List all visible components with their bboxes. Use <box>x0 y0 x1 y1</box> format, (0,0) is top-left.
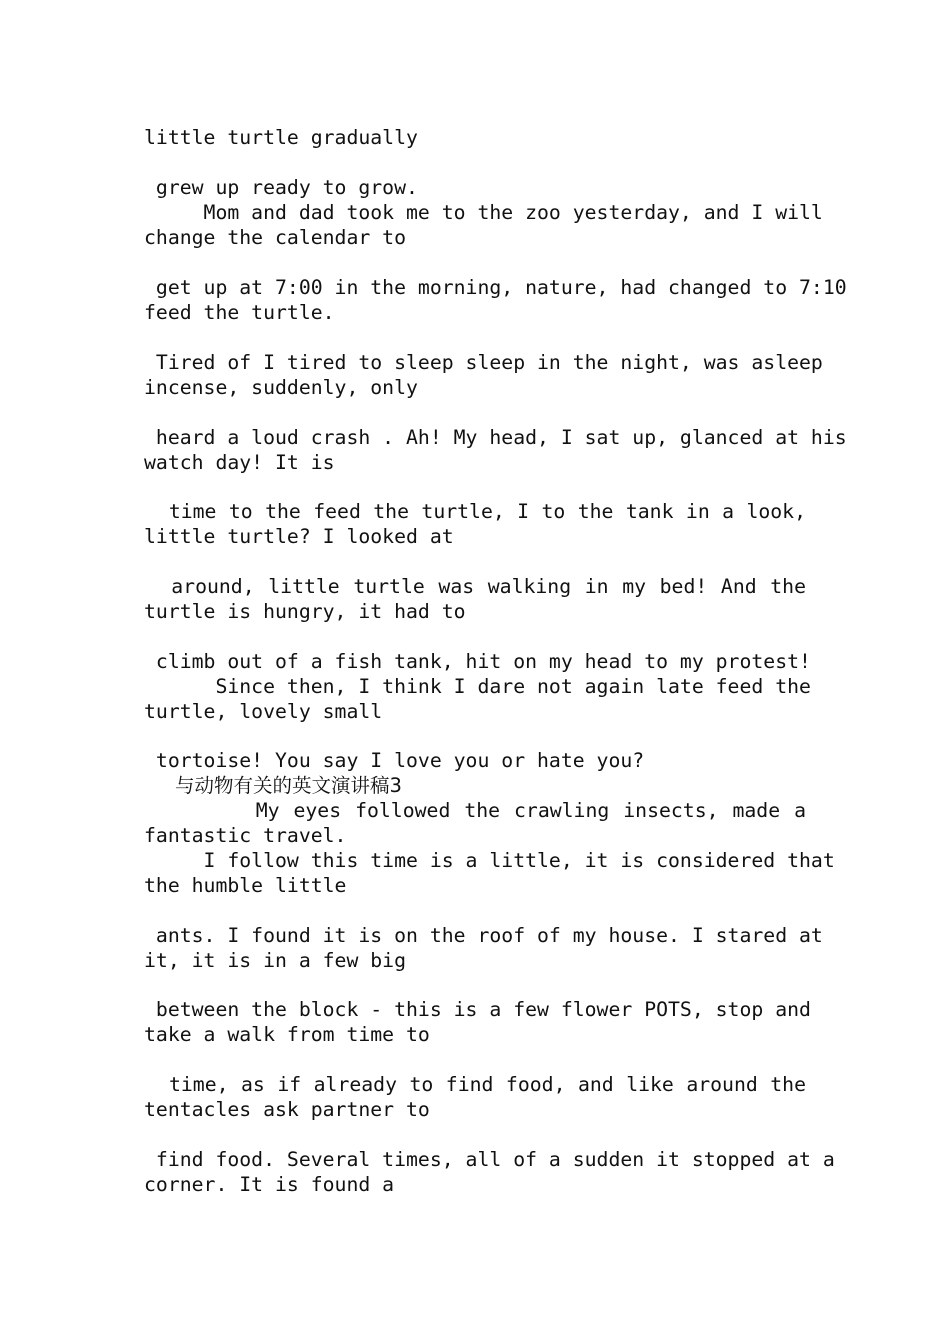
text-line: find food. Several times, all of a sudden it stopped at a <box>144 1148 835 1171</box>
section-heading: 与动物有关的英文演讲稿3 <box>144 774 402 797</box>
text-line: climb out of a fish tank, hit on my head to my protest! <box>144 650 811 673</box>
text-line: Tired of I tired to sleep sleep in the night, was asleep <box>144 351 823 374</box>
text-line: it, it is in a few big <box>144 949 407 972</box>
text-line: grew up ready to grow. <box>144 176 418 199</box>
text-line: take a walk from time to <box>144 1023 430 1046</box>
text-line: tentacles ask partner to <box>144 1098 430 1121</box>
text-line: fantastic travel. <box>144 824 347 847</box>
text-line: watch day! It is <box>144 451 335 474</box>
text-line: corner. It is found a <box>144 1173 395 1196</box>
text-line: Mom and dad took me to the zoo yesterday, and I will <box>144 201 823 224</box>
text-line: little turtle gradually <box>144 126 418 149</box>
text-line: the humble little <box>144 874 347 897</box>
text-line: little turtle? I looked at <box>144 525 454 548</box>
text-line: My eyes followed the crawling insects, made a <box>144 799 806 822</box>
text-line: Since then, I think I dare not again late feed the <box>144 675 811 698</box>
text-line: time to the feed the turtle, I to the tank in a look, <box>144 500 806 523</box>
text-line: change the calendar to <box>144 226 407 249</box>
text-line: incense, suddenly, only <box>144 376 418 399</box>
text-line: get up at 7:00 in the morning, nature, had changed to 7:10 <box>144 276 847 299</box>
text-line: time, as if already to find food, and like around the <box>144 1073 806 1096</box>
text-line: I follow this time is a little, it is considered that <box>144 849 835 872</box>
text-line: turtle is hungry, it had to <box>144 600 466 623</box>
text-line: tortoise! You say I love you or hate you? <box>144 749 645 772</box>
text-line: between the block - this is a few flower POTS, stop and <box>144 998 811 1021</box>
text-line: turtle, lovely small <box>144 700 383 723</box>
text-line: feed the turtle. <box>144 301 335 324</box>
text-line: around, little turtle was walking in my bed! And the <box>144 575 806 598</box>
text-line: heard a loud crash . Ah! My head, I sat up, glanced at his <box>144 426 847 449</box>
text-line: ants. I found it is on the roof of my house. I stared at <box>144 924 823 947</box>
